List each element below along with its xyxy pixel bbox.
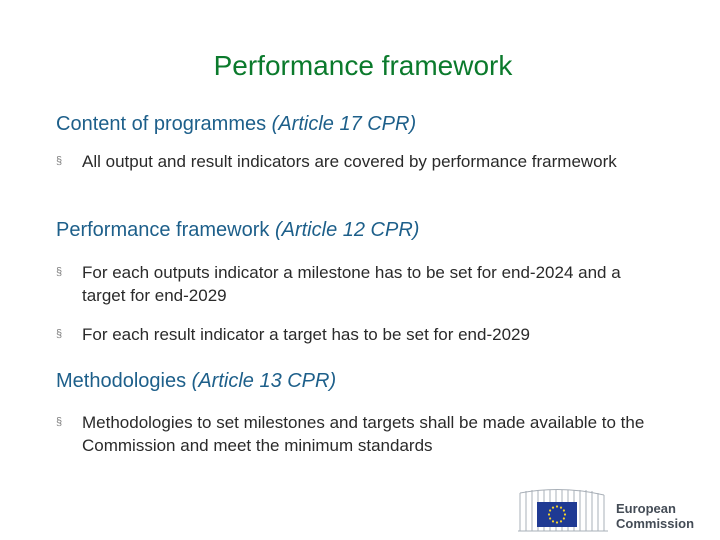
bullet-item [56, 411, 646, 457]
slide-title: Performance framework [213, 50, 513, 81]
section-heading-methodologies [56, 369, 336, 393]
bullet-text: Methodologies to set milestones and targets shall be made available to the Commission and meet the minimum standards [82, 413, 645, 455]
bullet-marker-icon [56, 329, 63, 337]
bullet-item [56, 150, 666, 173]
bullet-marker-icon [56, 417, 63, 425]
eu-flag-icon [537, 502, 577, 527]
section-heading-text: Content of programmes [56, 113, 272, 135]
bullet-item [56, 323, 666, 346]
bullet-marker-icon [56, 156, 63, 164]
section-heading-reference: (Article 17 CPR) [271, 113, 417, 135]
bullet-text: For each result indicator a target has to be set for end-2029 [82, 325, 530, 344]
bullet-marker-icon [56, 267, 63, 275]
bullet-text: All output and result indicators are covered by performance frarmework [82, 152, 617, 171]
section-heading-reference: (Article 13 CPR) [191, 370, 337, 392]
logo-line-commission: Commission [616, 516, 695, 531]
section-heading-reference: (Article 12 CPR) [274, 219, 420, 241]
section-heading-text: Methodologies [56, 370, 192, 392]
section-heading-content [56, 112, 416, 136]
section-heading-text: Performance framework [56, 219, 275, 241]
bullet-item [56, 261, 666, 307]
european-commission-logo [518, 487, 695, 533]
bullet-text: For each outputs indicator a milestone has to be set for end-2024 and a target for end-2029 [82, 263, 621, 305]
logo-wordmark [616, 501, 694, 531]
section-heading-performance [56, 218, 419, 242]
logo-line-european: European [616, 501, 676, 516]
